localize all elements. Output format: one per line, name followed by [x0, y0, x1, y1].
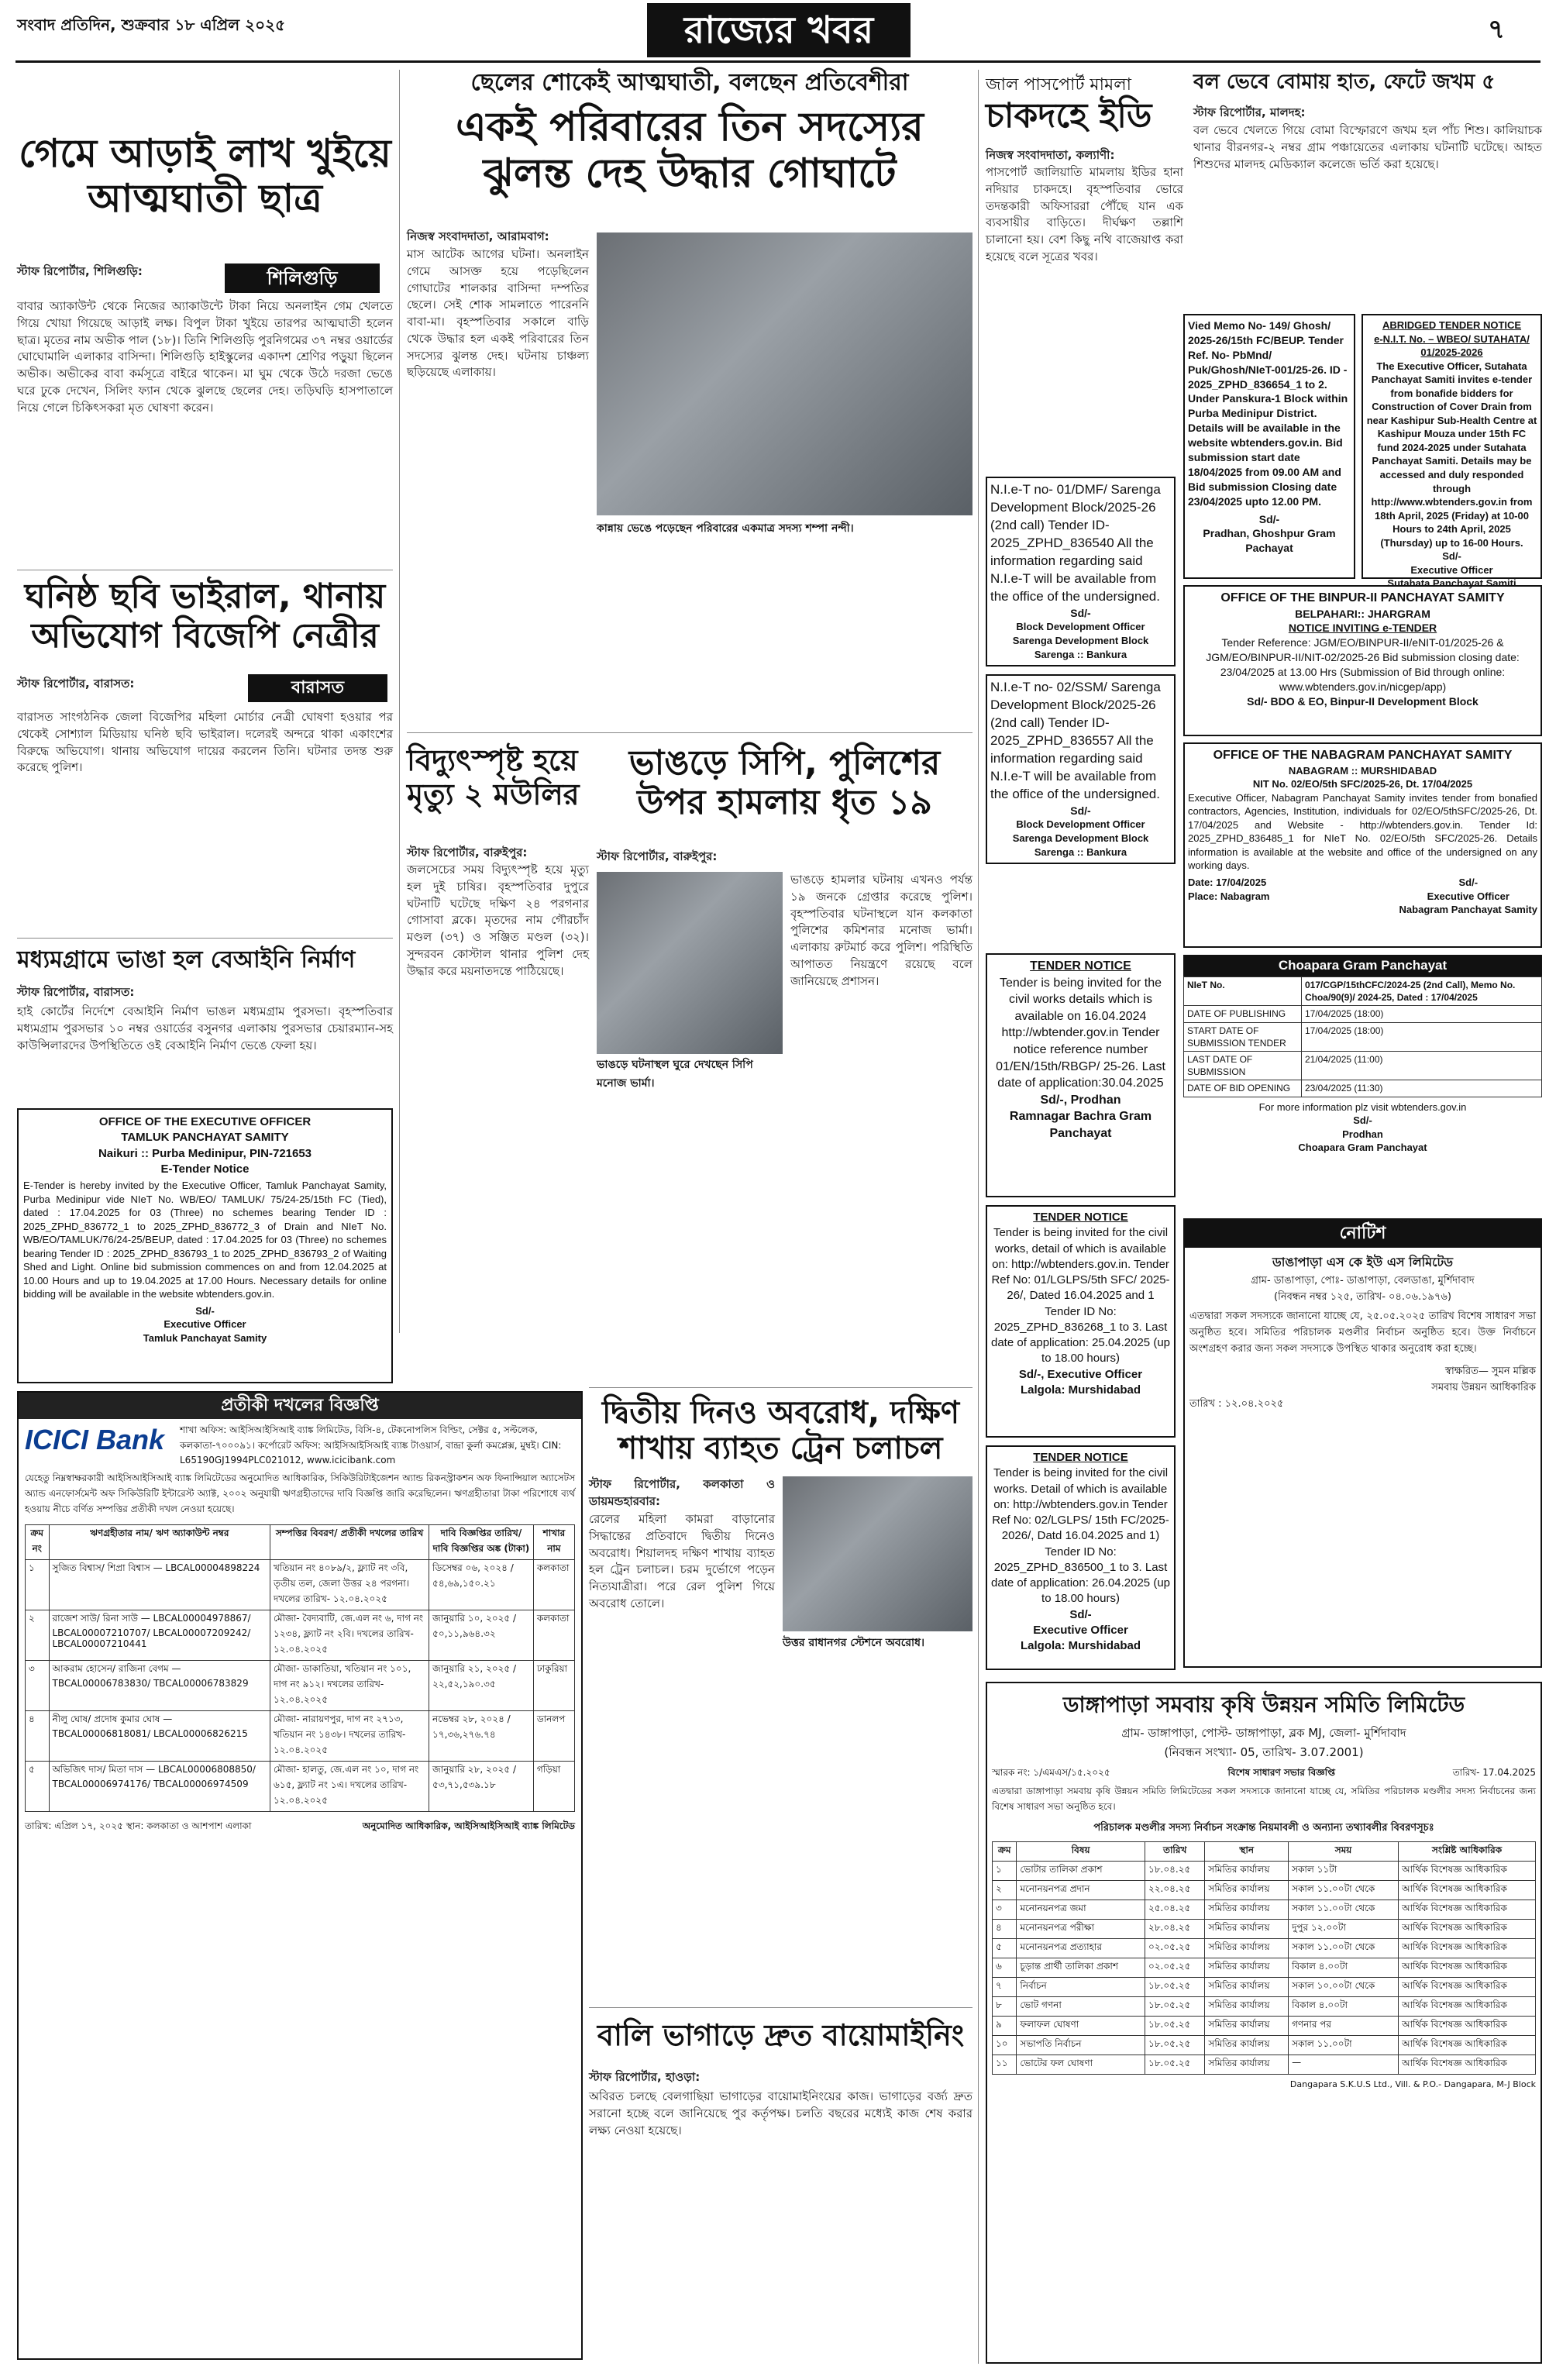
choapara-row [1184, 1080, 1542, 1097]
story-passport-body: পাসপোর্ট জালিয়াতি মামলায় ইডির হানা নদিয়ার চাকদহে। বৃহস্পতিবার ভোরে তদন্তকারী অফিসাররা পৌঁছে যান এক ব্যবসায়ীর বাড়িতে। দীর্ঘক্ষণ তল্লাশি চালানো হয়। বেশ কিছু নথি বাজেয়াপ্ত করা হয়েছে বলে সূত্রের খবর। [986, 165, 1183, 263]
lalgola1-sign-org: Lalgola: Murshidabad [1020, 1383, 1141, 1397]
somobay-table-col-header: সংশ্লিষ্ট আধিকারিক [1399, 1842, 1536, 1862]
tamluk-title: E-Tender Notice [160, 1162, 250, 1176]
choapara-table [1183, 976, 1542, 1097]
train-photo [783, 1476, 972, 1631]
sutahata-body: The Executive Officer, Sutahata Panchayat Samiti invites e-tender from bonafide bidders for Construction of Cover Drain from near Kashipur Sub-Health Centre at Kashipur Mouza under 15th FC fund 2024-2025 under Sutahata Panchayat Samiti. Details may be accessed and duly responded through http://www.wbtenders.gov.in from 18th April, 2025 (Friday) at 10-00 Hours to 24th April, 2025 (Thursday) up to 16-00 Hours. [1366, 360, 1537, 549]
story-divider [589, 2007, 972, 2008]
icici-table-row [26, 1762, 575, 1812]
choapara-sign-org: Choapara Gram Panchayat [1298, 1142, 1427, 1154]
icici-notice [17, 1391, 583, 2360]
icici-table-cell: রাজেশ সাউ/ রিনা সাউ — LBCAL00004978867/ LBCAL00007210707/ LBCAL00007209242/ LBCAL00007210441 [49, 1610, 270, 1661]
tamluk-sign: Sd/- [195, 1304, 215, 1317]
story-bally-headline: বালি ভাগাড়ে দ্রুত বায়োমাইনিং [597, 2018, 965, 2052]
tamluk-name: TAMLUK PANCHAYAT SAMITY [121, 1131, 289, 1145]
story-train-body: রেলের মহিলা কামরা বাড়ানোর সিদ্ধান্তের প্রতিবাদে দ্বিতীয় দিনেও অবরোধ। শিয়ালদহ দক্ষিণ শাখায় ব্যাহত হল ট্রেন চলাচল। চরম দুর্ভোগে পড়েন নিত্যযাত্রীরা। পরে রেল পুলিশ গিয়ে অবরোধ তোলে। [589, 1512, 775, 1610]
choapara-cell: 17/04/2025 (18:00) [1301, 1022, 1541, 1051]
icici-table-cell: অভিজিৎ দাস/ মিতা দাস — LBCAL00006808850/ TBCAL00006974176/ TBCAL00006974509 [49, 1762, 270, 1812]
somobay-table-cell: দুপুর ১২.০০টা [1289, 1920, 1399, 1939]
somobay-table-cell: ১১ [993, 2055, 1017, 2075]
somobay-table-cell: ভোটার তালিকা প্রকাশ [1017, 1862, 1145, 1881]
somobay-table-cell: সমিতির কার্যালয় [1205, 2036, 1289, 2055]
story-cp-byline: স্টাফ রিপোর্টার, বারুইপুর: [597, 849, 718, 863]
story-train-byline: স্টাফ রিপোর্টার, কলকাতা ও ডায়মন্ডহারবার: [589, 1477, 775, 1508]
page-number: ৭ [1488, 14, 1506, 45]
somobay-table-row [993, 2055, 1536, 2075]
somobay-table-row [993, 2017, 1536, 2036]
bn-notice-sign-title: সমবায় উন্নয়ন আধিকারিক [1431, 1382, 1536, 1393]
somobay-table-cell: ১ [993, 1862, 1017, 1881]
somobay-table-cell: গণনার পর [1289, 2017, 1399, 2036]
choapara-title: Choapara Gram Panchayat [1183, 955, 1542, 976]
somobay-table-cell: আর্থিক বিশেষজ্ঞ আধিকারিক [1399, 2036, 1536, 2055]
story-family-body: মাস আটেক আগের ঘটনা। অনলাইন গেমে আসক্ত হয়ে পড়েছিলেন গোঘাটের শালকার বাসিন্দা দম্পতির ছেলে। সেই শোক সামলাতে পারেননি বাবা-মা। বৃহস্পতিবার সকালে বাড়ি থেকে উদ্ধার হল একই পরিবারের তিন সদস্যের ঝুলন্ত দেহ। ঘটনায় চাঞ্চল্য ছড়িয়েছে এলাকায়। [407, 247, 589, 380]
sarenga1-sign-title: Block Development Officer [1016, 621, 1145, 633]
nabagram-date: Date: 17/04/2025 [1188, 876, 1267, 888]
ghoshpur-notice [1183, 314, 1355, 579]
train-photo-caption: উত্তর রাধানগর স্টেশনে অবরোধ। [783, 1637, 924, 1649]
somobay-table-cell: ৭ [993, 1978, 1017, 1997]
tamluk-sign-org: Tamluk Panchayat Samity [143, 1332, 267, 1345]
story-cp-headline: ভাঙড়ে সিপি, পুলিশের উপর হামলায় ধৃত ১৯ [628, 743, 941, 822]
family-photo-caption: কান্নায় ভেঙে পড়েছেন পরিবারের একমাত্র সদস্য শম্পা নন্দী। [597, 522, 854, 535]
somobay-table-cell: আর্থিক বিশেষজ্ঞ আধিকারিক [1399, 2055, 1536, 2075]
icici-table-cell: মৌজা- নারায়ণপুর, দাগ নং ২৭১৩, খতিয়ান নং ১৪৩৮। দখলের তারিখ- ১২.০৪.২০২৫ [270, 1711, 429, 1762]
somobay-footer: Dangapara S.K.U.S Ltd., Vill. & P.O.- Dangapara, M-J Block [1289, 2079, 1536, 2089]
sutahata-sign: Sd/- [1442, 550, 1461, 563]
icici-table-cell: ২ [26, 1610, 50, 1661]
icici-address: শাখা অফিস: আইসিআইসিআই ব্যাঙ্ক লিমিটেড, বিসি-৪, টেকনোপলিস বিল্ডিং, সেক্টর ৫, সল্টলেক, কলকাতা-৭০০০৯১। কর্পোরেট অফিস: আইসিআইসিআই ব্যাঙ্ক টাওয়ার্স, বান্দ্রা কুর্লা কমপ্লেক্স, মুম্বই। CIN: L65190GJ1994PLC021012, www.icicibank.com [180, 1424, 562, 1466]
somobay-table-cell: ফলাফল ঘোষণা [1017, 2017, 1145, 2036]
icici-table-cell: ১ [26, 1560, 50, 1610]
somobay-table-cell: সকাল ১১.০০টা থেকে [1289, 1939, 1399, 1958]
bn-notice-date: তারিখ : ১২.০৪.২০২৫ [1189, 1398, 1284, 1410]
story-electro-headline: বিদ্যুৎস্পৃষ্ট হয়ে মৃত্যু ২ মউলির [407, 743, 580, 811]
icici-table [25, 1524, 575, 1812]
icici-heading: প্রতীকী দখলের বিজ্ঞপ্তি [19, 1393, 581, 1419]
sutahata-sign-org: Sutahata Panchayat Samiti [1387, 577, 1516, 590]
somobay-table-cell: সমিতির কার্যালয় [1205, 2017, 1289, 2036]
somobay-table-cell: সকাল ১১.০০টা থেকে [1289, 1881, 1399, 1900]
lalgola2-sign: Sd/- [1069, 1607, 1092, 1621]
nabagram-sign: Sd/- [1458, 876, 1479, 888]
story-cp-body: ভাঙড়ে হামলার ঘটনায় এখনও পর্যন্ত ১৯ জনকে গ্রেপ্তার করেছে পুলিশ। বৃহস্পতিবার ঘটনাস্থলে যান কলকাতা পুলিশের কমিশনার মনোজ ভার্মা। এলাকায় রুটমার্চ করে পুলিশ। পরিস্থিতি আপাতত নিয়ন্ত্রণে রয়েছে বলে জানিয়েছে প্রশাসন। [790, 873, 972, 988]
somobay-notice [986, 1682, 1542, 2364]
column-divider [978, 70, 979, 2364]
bn-notice-body: এতদ্বারা সকল সদস্যকে জানানো যাচ্ছে যে, ২৫.০৫.২০২৫ তারিখ বিশেষ সাধারণ সভা অনুষ্ঠিত হবে। সমিতির পরিচালক মণ্ডলীর নির্বাচন অনুষ্ঠিত হবে। উক্ত নির্বাচনে অংশগ্রহণ করার জন্য সকল সদস্যকে উপস্থিত থাকার অনুরোধ করা হচ্ছে। [1189, 1311, 1536, 1355]
somobay-table-cell: ২২.০৪.২৫ [1145, 1881, 1204, 1900]
lalgola2-title: TENDER NOTICE [1033, 1451, 1128, 1464]
ghoshpur-sign: Sd/- [1258, 512, 1280, 525]
lalgola1-title: TENDER NOTICE [1033, 1211, 1128, 1224]
sarenga1-sign: Sd/- [1070, 606, 1091, 619]
column-divider [399, 70, 400, 1333]
lalgola1-sign: Sd/-, Executive Officer [1018, 1367, 1143, 1381]
icici-table-cell: ডিসেম্বর ০৬, ২০২৪ / ৫৪,৬৯,১৫০.২১ [429, 1560, 534, 1610]
tamluk-body: E-Tender is hereby invited by the Executive Officer, Tamluk Panchayat Samity, Purba Medinipur vide NIeT No. WB/EO/ TAMLUK/ 75/24-25/15th FC (Tied), dated : 17.04.2025 for 03 (Three) no schemes bearing Tender ID : 2025_ZPHD_836772_1 to 2025_ZPHD_836772_3 of Drain and NIeT No. WB/EO/TAMLUK/76/24-25/BEUP, dated : 17.04.2025 for 03 (Three) no schemes bearing Tender ID : 2025_ZPHD_836793_1 to 2025_ZPHD_836793_2 of Waiting Shed and Light. Online bid submission commences on and from 12.04.2025 at 10.00 Hours and up to 19.04.2025 at 17.00 Hours. Necessary details for online bidding will be available in the website wbtenders.gov.in. [23, 1180, 387, 1300]
bn-notice-title: নোটিশ [1185, 1220, 1541, 1248]
somobay-table-cell: ০২.০৫.২৫ [1145, 1958, 1204, 1978]
lalgola2-sign-title: Executive Officer [1033, 1623, 1128, 1637]
lalgola2-sign-org: Lalgola: Murshidabad [1020, 1639, 1141, 1652]
somobay-table-row [993, 1900, 1536, 1920]
header-rule [15, 60, 1541, 63]
somobay-table-cell: সমিতির কার্যালয় [1205, 1881, 1289, 1900]
choapara-nit-value: 017/CGP/15thCFC/2024-25 (2nd Call), Memo No. Choa/90(9)/ 2024-25, Dated : 17/04/2025 [1301, 977, 1541, 1006]
nabagram-address: NABAGRAM :: MURSHIDABAD [1288, 764, 1437, 777]
icici-table-col-header: সম্পত্তির বিবরণ/ প্রতীকী দখলের তারিখ [270, 1525, 429, 1560]
somobay-title: ডাঙ্গাপাড়া সমবায় কৃষি উন্নয়ন সমিতি লিমিটেড [1062, 1692, 1465, 1717]
somobay-memo: স্মারক নং: ১/এমএস/১৫.২০২৫ [992, 1767, 1110, 1778]
somobay-table-row [993, 1920, 1536, 1939]
sarenga2-sign-org: Sarenga Development Block [1012, 832, 1149, 844]
somobay-table-cell: আর্থিক বিশেষজ্ঞ আধিকারিক [1399, 1997, 1536, 2017]
icici-body: যেহেতু নিম্নস্বাক্ষরকারী আইসিআইসিআই ব্যাঙ্ক লিমিটেডের অনুমোদিত আধিকারিক, সিকিউরিটাইজেশন অ্যান্ড রিকনস্ট্রাকশন অফ ফিনান্সিয়াল অ্যাসেটস অ্যান্ড এনফোর্সমেন্ট অফ সিকিউরিটি ইন্টারেস্ট অ্যাক্ট, ২০০২ অনুযায়ী ঋণগ্রহীতাদের দাবি বিজ্ঞপ্তি জারি করেছিলেন। ঋণগ্রহীতারা টাকা পরিশোধে ব্যর্থ হওয়ায় নীচে বর্ণিত সম্পত্তির প্রতীকী দখল নেওয়া হয়েছে। [25, 1472, 575, 1514]
story-bomb-byline: স্টাফ রিপোর্টার, মালদহ: [1193, 105, 1306, 119]
somobay-table-row [993, 1881, 1536, 1900]
somobay-table-cell: সমিতির কার্যালয় [1205, 1939, 1289, 1958]
choapara-cell: DATE OF PUBLISHING [1184, 1006, 1302, 1022]
tamluk-address: Naikuri :: Purba Medinipur, PIN-721653 [98, 1146, 312, 1160]
somobay-table-cell: আর্থিক বিশেষজ্ঞ আধিকারিক [1399, 1978, 1536, 1997]
somobay-table-cell: বিকাল ৪.০০টা [1289, 1997, 1399, 2017]
icici-table-cell: কলকাতা [533, 1560, 574, 1610]
somobay-table-row [993, 1939, 1536, 1958]
somobay-table-cell: ১৮.০৪.২৫ [1145, 1862, 1204, 1881]
icici-table-cell: ডানলপ [533, 1711, 574, 1762]
somobay-table-cell: ৯ [993, 2017, 1017, 2036]
bachra-body: Tender is being invited for the civil works details which is available on 16.04.2024 http://wbtender.gov.in Tender notice reference number 01/EN/15th/RBGP/ 25-26. Last date of application:30.04.2025 [996, 976, 1165, 1090]
somobay-table-cell: সমিতির কার্যালয় [1205, 1958, 1289, 1978]
somobay-table-cell: সমিতির কার্যালয় [1205, 1920, 1289, 1939]
icici-table-row [26, 1711, 575, 1762]
story-train-headline: দ্বিতীয় দিনও অবরোধ, দক্ষিণ শাখায় ব্যাহত ট্রেন চলাচল [601, 1395, 960, 1466]
somobay-table-cell: আর্থিক বিশেষজ্ঞ আধিকারিক [1399, 1881, 1536, 1900]
somobay-table-cell: ১৮.০৫.২৫ [1145, 2017, 1204, 2036]
story-passport-kicker: জাল পাসপোর্ট মামলা [986, 75, 1132, 95]
icici-table-col-header: শাখার নাম [533, 1525, 574, 1560]
icici-table-cell: মৌজা- ডাকাতিয়া, খতিয়ান নং ১০১, দাগ নং ৯১২। দখলের তারিখ- ১২.০৪.২০২৫ [270, 1661, 429, 1711]
story-bomb-headline: বল ভেবে বোমায় হাত, ফেটে জখম ৫ [1193, 71, 1496, 94]
story-viral-body: বারাসত সাংগঠনিক জেলা বিজেপির মহিলা মোর্চার নেত্রী ঘোষণা হওয়ার পর থেকেই সোশ্যাল মিডিয়ায় ঘনিষ্ঠ ছবি ভাইরাল। দলেরই অন্দরে থাকা একাংশের বিরুদ্ধে অভিযোগ। থানায় অভিযোগ দায়ের করলেন তিনি। ঘটনার তদন্ত শুরু করেছে পুলিশ। [17, 710, 393, 775]
somobay-table-cell: ৪ [993, 1920, 1017, 1939]
lalgola-notice-1 [986, 1205, 1176, 1438]
bachra-sign: Sd/-, Prodhan [1040, 1093, 1121, 1107]
somobay-table-cell: সমিতির কার্যালয় [1205, 1978, 1289, 1997]
somobay-reg: (নিবন্ধন সংখ্যা- 05, তারিখ- 3.07.2001) [1164, 1745, 1364, 1759]
somobay-table-cell: আর্থিক বিশেষজ্ঞ আধিকারিক [1399, 2017, 1536, 2036]
icici-table-cell: খতিয়ান নং ৪০৮৯/২, ফ্ল্যাট নং ৩বি, তৃতীয় তল, জেলা উত্তর ২৪ পরগনা। দখলের তারিখ- ১২.০৪.২০২৫ [270, 1560, 429, 1610]
story-passport-byline: নিজস্ব সংবাদদাতা, কল্যাণী: [986, 148, 1115, 162]
choapara-cell: START DATE OF SUBMISSION TENDER [1184, 1022, 1302, 1051]
somobay-table-col-header: তারিখ [1145, 1842, 1204, 1862]
somobay-table-cell: আর্থিক বিশেষজ্ঞ আধিকারিক [1399, 1900, 1536, 1920]
icici-table-cell: গড়িয়া [533, 1762, 574, 1812]
story-game-byline: স্টাফ রিপোর্টার, শিলিগুড়ি: [17, 264, 143, 278]
somobay-table-cell: ৩ [993, 1900, 1017, 1920]
sutahata-title: ABRIDGED TENDER NOTICE [1382, 319, 1522, 331]
somobay-table-cell: সমিতির কার্যালয় [1205, 2055, 1289, 2075]
icici-table-cell: আকরাম হোসেন/ রাজিনা বেগম — TBCAL00006783830/ TBCAL00006783829 [49, 1661, 270, 1711]
somobay-table-cell: ১৮.০৫.২৫ [1145, 1997, 1204, 2017]
story-passport-headline: চাকদহে ইডি [986, 96, 1152, 136]
binpur-sign: Sd/- BDO & EO, Binpur-II Development Block [1247, 694, 1479, 708]
story-game-headline: গেমে আড়াই লাখ খুইয়ে আত্মঘাতী ছাত্র [19, 131, 391, 221]
lalgola1-body: Tender is being invited for the civil works, detail of which is available on: http://wbtenders.gov.in. Tender Ref No: 01/LGLPS/5th SFC/ 2025-26/, Dated 16.04.2025 and 1 Tender ID No: 2025_ZPHD_836268_1 to 3. Last date of application: 25.04.2025 (up to 18.00 hours) [990, 1226, 1170, 1366]
sutahata-sign-title: Executive Officer [1410, 563, 1493, 576]
somobay-table-cell: সকাল ১১.০০টা থেকে [1289, 1900, 1399, 1920]
somobay-table-cell: ২৮.০৪.২৫ [1145, 1920, 1204, 1939]
icici-table-cell: মৌজা- হালতু, জে.এল নং ১০, দাগ নং ৬১৫, ফ্ল্যাট নং ১এ। দখলের তারিখ- ১২.০৪.২০২৫ [270, 1762, 429, 1812]
somobay-table-cell: ৮ [993, 1997, 1017, 2017]
story-family-kicker: ছেলের শোকেই আত্মঘাতী, বলছেন প্রতিবেশীরা [470, 69, 909, 96]
somobay-table-cell: আর্থিক বিশেষজ্ঞ আধিকারিক [1399, 1958, 1536, 1978]
story-bomb-body: বল ভেবে খেলতে গিয়ে বোমা বিস্ফোরণে জখম হল পাঁচ শিশু। কালিয়াচক থানার বীরনগর-২ নম্বর গ্রাম পঞ্চায়েতের এলাকায় ঘটনাটি ঘটেছে। আহত শিশুদের মালদহ মেডিক্যাল কলেজে ভর্তি করা হয়েছে। [1193, 123, 1542, 171]
somobay-table-cell: সভাপতি নির্বাচন [1017, 2036, 1145, 2055]
somobay-table-col-header: ক্রম [993, 1842, 1017, 1862]
icici-table-col-header: ক্রম নং [26, 1525, 50, 1560]
somobay-date: তারিখ- 17.04.2025 [1452, 1767, 1536, 1778]
somobay-table-cell: মনোনয়নপত্র প্রদান [1017, 1881, 1145, 1900]
bachra-sign-org: Ramnagar Bachra Gram Panchayat [1009, 1110, 1152, 1140]
story-divider [407, 732, 972, 733]
choapara-cell: DATE OF BID OPENING [1184, 1080, 1302, 1097]
choapara-nit-label: NIeT No. [1184, 977, 1302, 1006]
choapara-cell: 21/04/2025 (11:00) [1301, 1051, 1541, 1080]
sarenga1-body: N.I.e-T no- 01/DMF/ Sarenga Development Block/2025-26 (2nd call) Tender ID- 2025_ZPHD_836540 All the information regarding said N.I.e-T will be available from the office of the undersigned. [990, 482, 1161, 604]
story-electro-body: জলসেচের সময় বিদ্যুৎস্পৃষ্ট হয়ে মৃত্যু হল দুই চাষির। বৃহস্পতিবার দুপুরে ঘটনাটি ঘটেছে দক্ষিণ ২৪ পরগনার গোসাবা ব্লকে। মৃতদের নাম গৌরচাঁদ মণ্ডল (৩৭) ও সঞ্জিত মণ্ডল (৩২)। সুন্দরবন কোস্টাল থানার পুলিশ দেহ উদ্ধার করে ময়নাতদন্তে পাঠিয়েছে। [407, 863, 589, 978]
icici-table-cell: মৌজা- বৈদ্যবাটি, জে.এল নং ৬, দাগ নং ১২৩৪, ফ্ল্যাট নং ২বি। দখলের তারিখ- ১২.০৪.২০২৫ [270, 1610, 429, 1661]
choapara-cell: LAST DATE OF SUBMISSION [1184, 1051, 1302, 1080]
somobay-table-cell: আর্থিক বিশেষজ্ঞ আধিকারিক [1399, 1920, 1536, 1939]
icici-table-row [26, 1661, 575, 1711]
icici-table-cell: ৫ [26, 1762, 50, 1812]
icici-table-col-header: ঋণগ্রহীতার নাম/ ঋণ অ্যাকাউন্ট নম্বর [49, 1525, 270, 1560]
somobay-table-cell: ০২.০৫.২৫ [1145, 1939, 1204, 1958]
bn-notice-org: ডাঙাপাড়া এস কে ইউ এস লিমিটেড [1272, 1255, 1454, 1269]
somobay-table-cell: ১০ [993, 2036, 1017, 2055]
sarenga2-body: N.I.e-T no- 02/SSM/ Sarenga Development Block/2025-26 (2nd call) Tender ID- 2025_ZPHD_836557 All the information regarding said N.I.e-T will be available from the office of the undersigned. [990, 680, 1161, 801]
somobay-table-cell: ভোটের ফল ঘোষণা [1017, 2055, 1145, 2075]
binpur-address: BELPAHARI:: JHARGRAM [1295, 607, 1430, 620]
somobay-table-cell: সকাল ১১টা [1289, 1862, 1399, 1881]
icici-table-cell: নীলু ঘোষ/ প্রদোষ কুমার ঘোষ — TBCAL00006818081/ LBCAL00006826215 [49, 1711, 270, 1762]
icici-logo: ICICI Bank [25, 1424, 165, 1455]
choapara-sign-title: Prodhan [1342, 1128, 1383, 1140]
lalgola2-body: Tender is being invited for the civil works. Detail of which is available on: http://wbtenders.gov.in Tender Ref No: 02/LGLPS/ 15th FC/2025-2026/, Datd 16.04.2025 and 1) Tender ID No: 2025_ZPHD_836500_1 to 3. Last date of application: 26.04.2025 (up to 18.00 hours) [990, 1466, 1170, 1606]
choapara-cell: 23/04/2025 (11:30) [1301, 1080, 1541, 1097]
somobay-table-row [993, 1958, 1536, 1978]
somobay-table-title: পরিচালক মণ্ডলীর সদস্য নির্বাচন সংক্রান্ত নিয়মাবলী ও অন্যান্য তথ্যাবলীর বিবরণসূচঃ [1093, 1822, 1434, 1834]
cp-photo-caption: ভাঙড়ে ঘটনাস্থল ঘুরে দেখছেন সিপি মনোজ ভার্মা। [597, 1059, 753, 1090]
choapara-row [1184, 1022, 1542, 1051]
binpur-office: OFFICE OF THE BINPUR-II PANCHAYAT SAMITY [1220, 591, 1505, 604]
somobay-table-cell: ১৮.০৫.২৫ [1145, 1978, 1204, 1997]
sarenga-notice-1 [986, 477, 1176, 666]
sarenga2-sign-place: Sarenga :: Bankura [1034, 846, 1127, 858]
somobay-table-row [993, 1862, 1536, 1881]
somobay-table-cell: ২৫.০৪.২৫ [1145, 1900, 1204, 1920]
tamluk-notice [17, 1108, 393, 1383]
somobay-table-col-header: বিষয় [1017, 1842, 1145, 1862]
somobay-table-cell: আর্থিক বিশেষজ্ঞ আধিকারিক [1399, 1939, 1536, 1958]
sarenga1-sign-org: Sarenga Development Block [1012, 635, 1149, 646]
bachra-title: TENDER NOTICE [1030, 959, 1131, 973]
somobay-table-cell: সমিতির কার্যালয় [1205, 1997, 1289, 2017]
story-illegal-headline: মধ্যমগ্রামে ভাঙা হল বেআইনি নির্মাণ [17, 946, 356, 973]
somobay-table-cell: ৬ [993, 1958, 1017, 1978]
icici-table-cell: ৩ [26, 1661, 50, 1711]
nabagram-sign-title: Executive Officer [1427, 890, 1510, 902]
nabagram-sign-org: Nabagram Panchayat Samity [1399, 904, 1537, 916]
icici-table-col-header: দাবি বিজ্ঞপ্তির তারিখ/ দাবি বিজ্ঞপ্তির অঙ্ক (টাকা) [429, 1525, 534, 1560]
somobay-table-cell: আর্থিক বিশেষজ্ঞ আধিকারিক [1399, 1862, 1536, 1881]
story-viral-headline: ঘনিষ্ঠ ছবি ভাইরাল, থানায় অভিযোগ বিজেপি নেত্রীর [24, 577, 386, 656]
icici-table-row [26, 1560, 575, 1610]
somobay-table-row [993, 1978, 1536, 1997]
sarenga2-sign: Sd/- [1070, 804, 1091, 817]
choapara-notice [1183, 955, 1542, 1211]
tamluk-sign-title: Executive Officer [164, 1318, 246, 1331]
somobay-table-cell: সকাল ১০.০০টা থেকে [1289, 1978, 1399, 1997]
choapara-footer: For more information plz visit wbtenders.gov.in [1258, 1100, 1467, 1113]
choapara-row [1184, 1051, 1542, 1080]
somobay-table-col-header: স্থান [1205, 1842, 1289, 1862]
somobay-table-cell: ৫ [993, 1939, 1017, 1958]
ghoshpur-sign-org: Pradhan, Ghoshpur Gram Pachayat [1203, 527, 1336, 555]
choapara-row [1184, 1006, 1542, 1022]
tamluk-office: OFFICE OF THE EXECUTIVE OFFICER [98, 1115, 312, 1128]
sarenga2-sign-title: Block Development Officer [1016, 818, 1145, 831]
somobay-address: গ্রাম- ডাঙ্গাপাড়া, পোস্ট- ডাঙ্গাপাড়া, ব্লক MJ, জেলা- মুর্শিদাবাদ [1121, 1726, 1406, 1740]
somobay-table [992, 1841, 1536, 2075]
icici-table-cell: কলকাতা [533, 1610, 574, 1661]
somobay-table-cell: চূড়ান্ত প্রার্থী তালিকা প্রকাশ [1017, 1958, 1145, 1978]
story-family-headline: একই পরিবারের তিন সদস্যের ঝুলন্ত দেহ উদ্ধার গোঘাটে [456, 104, 924, 197]
sutahata-notice [1362, 314, 1542, 590]
icici-table-cell: জানুয়ারি ১০, ২০২৫ / ৫০,১১,৯৬৪.৩২ [429, 1610, 534, 1661]
somobay-table-cell: সমিতির কার্যালয় [1205, 1862, 1289, 1881]
family-photo [597, 232, 972, 515]
icici-sign: অনুমোদিত আধিকারিক, আইসিআইসিআই ব্যাঙ্ক লিমিটেড [362, 1820, 575, 1831]
binpur-body: Tender Reference: JGM/EO/BINPUR-II/eNIT-01/2025-26 & JGM/EO/BINPUR-II/NIT-02/2025-26 Bid submission closing date: 23/04/2025 at 13.00 Hrs (Submission of Bid through online: www.wbtenders.gov.in/nicgep/app) [1206, 636, 1520, 694]
somobay-table-row [993, 1997, 1536, 2017]
story-viral-place-tag: বারাসত [248, 674, 387, 702]
somobay-table-cell: ১৮.০৫.২৫ [1145, 2036, 1204, 2055]
story-bally-byline: স্টাফ রিপোর্টার, হাওড়া: [589, 2070, 701, 2084]
icici-table-cell: জানুয়ারি ২১, ২০২৫ / ২২,৫২,১৯০.৩৫ [429, 1661, 534, 1711]
story-illegal-body: হাই কোর্টের নির্দেশে বেআইনি নির্মাণ ভাঙল মধ্যমগ্রাম পুরসভা। বৃহস্পতিবার মধ্যমগ্রাম পুরসভার ১০ নম্বর ওয়ার্ডের বসুনগর এলাকায় পুরসভার চেয়ারম্যান-সহ কাউন্সিলারদের উপস্থিতিতে ওই বেআইনি নির্মাণ ভেঙে ফেলা হয়। [17, 1004, 393, 1052]
somobay-table-cell: ১৮.০৫.২৫ [1145, 2055, 1204, 2075]
somobay-table-row [993, 2036, 1536, 2055]
somobay-table-cell: সমিতির কার্যালয় [1205, 1900, 1289, 1920]
story-family-body-cont [597, 539, 972, 725]
icici-footer: তারিখ: এপ্রিল ১৭, ২০২৫ স্থান: কলকাতা ও আশপাশ এলাকা [25, 1820, 252, 1831]
nabagram-place: Place: Nabagram [1188, 890, 1270, 902]
somobay-table-cell: মনোনয়নপত্র জমা [1017, 1900, 1145, 1920]
story-family-byline: নিজস্ব সংবাদদাতা, আরামবাগ: [407, 229, 549, 243]
cp-photo [597, 872, 783, 1054]
bachra-notice [986, 953, 1176, 1197]
icici-table-cell: জানুয়ারি ২৮, ২০২৫ / ৫৩,৭১,৫৩৯.১৮ [429, 1762, 534, 1812]
bn-notice-sign: স্বাক্ষরিত— সুমন মল্লিক [1445, 1366, 1536, 1377]
story-divider [17, 938, 393, 939]
story-bally-body: অবিরত চলছে বেলগাছিয়া ভাগাড়ের বায়োমাইনিংয়ের কাজ। ভাগাড়ের বর্জ্য দ্রুত সরানো হচ্ছে বলে জানিয়েছে পুর কর্তৃপক্ষ। চলতি বছরের মধ্যেই কাজ শেষ করার লক্ষ্য নেওয়া হয়েছে। [589, 2089, 972, 2137]
bn-notice-address: গ্রাম- ডাঙাপাড়া, পোঃ- ডাঙাপাড়া, বেলডাঙা, মুর্শিদাবাদ [1251, 1275, 1475, 1286]
nabagram-office: OFFICE OF THE NABAGRAM PANCHAYAT SAMITY [1213, 749, 1513, 762]
bengali-notice [1183, 1218, 1542, 1668]
edition-date: সংবাদ প্রতিদিন, শুক্রবার ১৮ এপ্রিল ২০২৫ [17, 15, 286, 34]
binpur-title: NOTICE INVITING e-TENDER [1288, 622, 1437, 635]
somobay-subject: বিশেষ সাধারণ সভার বিজ্ঞপ্তি [1227, 1767, 1335, 1778]
icici-table-cell: ঢাকুরিয়া [533, 1661, 574, 1711]
sutahata-ref: e-N.I.T. No. – WBEO/ SUTAHATA/ 01/2025-2026 [1374, 332, 1530, 359]
lalgola-notice-2 [986, 1445, 1176, 1670]
somobay-table-cell: মনোনয়নপত্র পরীক্ষা [1017, 1920, 1145, 1939]
icici-table-cell: নভেম্বর ২৮, ২০২৪ / ১৭,৩৬,২৭৬.৭৪ [429, 1711, 534, 1762]
story-illegal-byline: স্টাফ রিপোর্টার, বারাসত: [17, 985, 135, 999]
bn-notice-reg: (নিবন্ধন নম্বর ১২৫, তারিখ- ০৪.০৬.১৯৭৬) [1274, 1291, 1451, 1303]
nabagram-body: Executive Officer, Nabagram Panchayat Samity invites tender from bonafied contractors, Agencies, Institution, individuals for 02/EO/5thSFC/2025-26, Dt. 17/04/2025 and Website - http://wbtenders.gov.in. Tender Id: 2025_ZPHD_836485_1 for NIeT No. 02/EO/5th SFC/2025-26. Details information is available at the website and office of the undersigned on any working days. [1188, 791, 1537, 872]
choapara-cell: 17/04/2025 (18:00) [1301, 1006, 1541, 1022]
somobay-table-cell: নির্বাচন [1017, 1978, 1145, 1997]
somobay-table-col-header: সময় [1289, 1842, 1399, 1862]
icici-table-cell: সুজিত বিশ্বাস/ শিপ্রা বিশ্বাস — LBCAL00004898224 [49, 1560, 270, 1610]
somobay-table-cell: — [1289, 2055, 1399, 2075]
somobay-table-cell: মনোনয়নপত্র প্রত্যাহার [1017, 1939, 1145, 1958]
icici-table-row [26, 1610, 575, 1661]
somobay-table-cell: ভোট গণনা [1017, 1997, 1145, 2017]
ghoshpur-body: Vied Memo No- 149/ Ghosh/ 2025-26/15th FC/BEUP. Tender Ref. No- PbMnd/ Puk/Ghosh/NIeT-001/25-26. ID - 2025_ZPHD_836654_1 to 2. Under Panskura-1 Block within Purba Medinipur District. Details will be available in the website wbtenders.gov.in. Bid submission start date 18/04/2025 from 09.00 AM and Bid submission Closing date 23/04/2025 upto 12.00 PM. [1188, 319, 1348, 508]
story-divider [589, 1387, 972, 1388]
section-title: রাজ্যের খবর [647, 3, 911, 57]
nabagram-notice [1183, 742, 1542, 948]
somobay-table-cell: সকাল ১১.০০টা [1289, 2036, 1399, 2055]
nabagram-nit: NIT No. 02/EO/5th SFC/2025-26, Dt. 17/04/2025 [1252, 778, 1473, 790]
story-game-place-tag: শিলিগুড়ি [225, 263, 380, 293]
sarenga1-sign-place: Sarenga :: Bankura [1034, 648, 1127, 660]
story-viral-byline: স্টাফ রিপোর্টার, বারাসত: [17, 677, 135, 691]
somobay-body: এতদ্বারা ডাঙ্গাপাড়া সমবায় কৃষি উন্নয়ন সমিতি লিমিটেডের সকল সদস্যকে জানানো যাচ্ছে যে, সমিতির পরিচালক মণ্ডলীর সদস্য নির্বাচনের জন্য বিশেষ সাধারণ সভা অনুষ্ঠিত হবে। [992, 1786, 1536, 1812]
binpur-notice [1183, 585, 1542, 736]
icici-table-cell: ৪ [26, 1711, 50, 1762]
choapara-sign: Sd/- [1353, 1114, 1372, 1127]
sarenga-notice-2 [986, 674, 1176, 864]
story-electro-byline: স্টাফ রিপোর্টার, বারুইপুর: [407, 846, 528, 859]
somobay-table-cell: ২ [993, 1881, 1017, 1900]
somobay-table-cell: বিকাল ৪.০০টা [1289, 1958, 1399, 1978]
story-game-body: বাবার অ্যাকাউন্ট থেকে নিজের অ্যাকাউন্টে টাকা নিয়ে অনলাইন গেম খেলতে গিয়ে খোয়া গিয়েছে আড়াই লক্ষ। বিপুল টাকা খুইয়ে তারপর আত্মঘাতী হলেন ছাত্র। মৃতের নাম অভীক পাল (১৮)। তিনি শিলিগুড়ি পুরনিগমের ৩৭ নম্বর ওয়ার্ডের ঘোঘোমালি এলাকার বাসিন্দা। শিলিগুড়ি হাইস্কুলের একাদশ শ্রেণির পড়ুয়া ছিলেন অভীক। অভীকের বাবা কর্মসূত্রে বাইরে থাকেন। মা ঘুম থেকে উঠে দরজা ভেঙে ঘরে ঢুকে দেখেন, সিলিং ফ্যান থেকে ঝুলছে ছেলের দেহ। তড়িঘড়ি হাসপাতালে নিয়ে গেলে চিকিৎসকরা মৃত ঘোষণা করেন। [17, 299, 393, 415]
